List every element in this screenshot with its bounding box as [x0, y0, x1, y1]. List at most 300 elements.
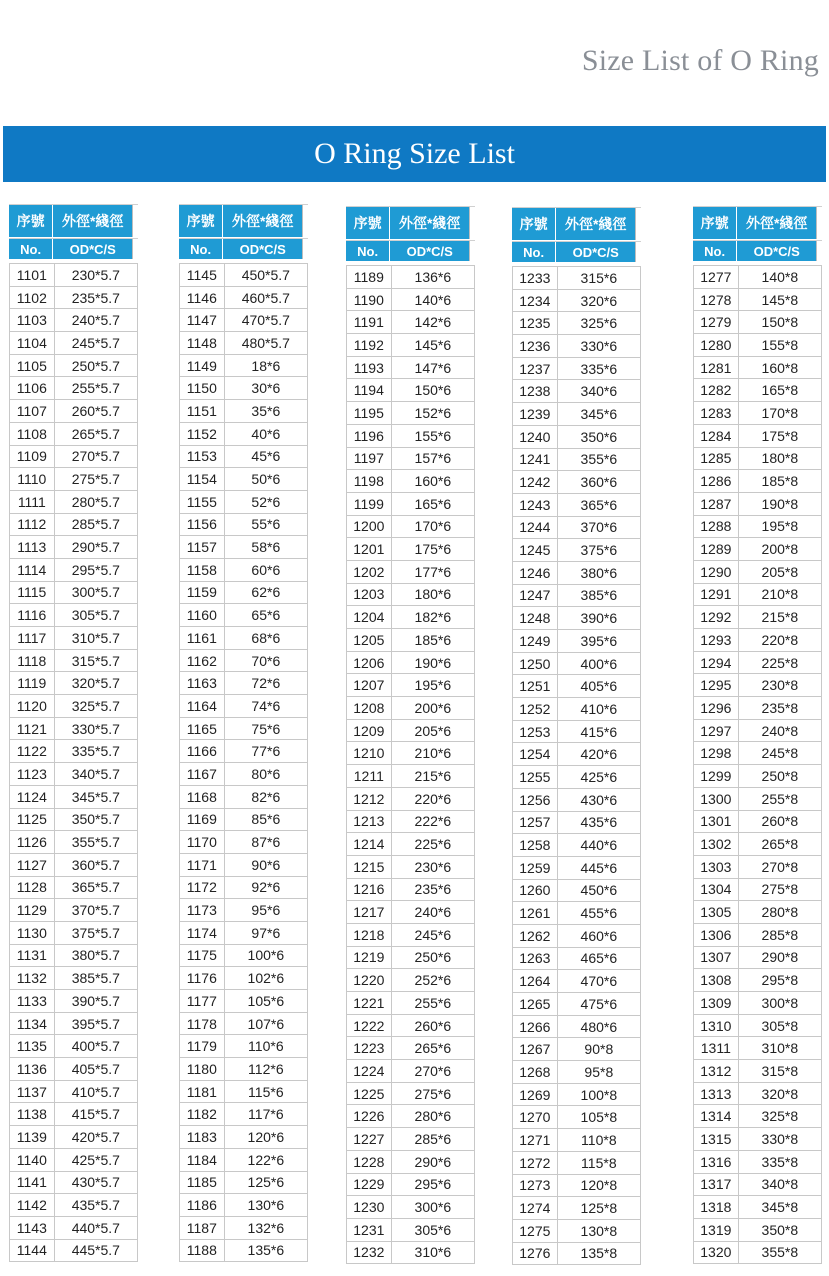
cell-number: 1233: [512, 267, 558, 289]
cell-number: 1302: [693, 833, 739, 855]
cell-size: 340*6: [558, 380, 641, 402]
table-body: [346, 265, 475, 1264]
cell-size: 270*6: [392, 1060, 475, 1082]
table-row: [693, 1219, 822, 1242]
cell-size: 245*8: [739, 742, 822, 764]
cell-number: 1313: [693, 1083, 739, 1105]
cell-size: 345*6: [558, 403, 641, 425]
cell-size: 175*6: [392, 538, 475, 560]
table-row: [346, 811, 475, 834]
table-row: [346, 697, 475, 720]
table-row: [346, 742, 475, 765]
cell-size: 355*6: [558, 449, 641, 471]
cell-number: 1125: [9, 809, 55, 831]
cell-number: 1179: [179, 1035, 225, 1057]
cell-number: 1142: [9, 1194, 55, 1216]
table-row: [179, 831, 308, 854]
cell-size: 270*5.7: [55, 446, 138, 468]
cell-size: 105*8: [558, 1106, 641, 1128]
cell-number: 1256: [512, 789, 558, 811]
table-row: [179, 899, 308, 922]
header-row-zh: [512, 207, 641, 240]
cell-number: 1243: [512, 494, 558, 516]
header-no-zh: 序號: [346, 207, 390, 239]
cell-number: 1122: [9, 740, 55, 762]
table-row: [512, 607, 641, 630]
table-row: [179, 1149, 308, 1172]
cell-number: 1140: [9, 1149, 55, 1171]
header-row-zh: [693, 206, 822, 239]
cell-number: 1224: [346, 1060, 392, 1082]
table-row: [346, 266, 475, 289]
cell-size: 225*6: [392, 833, 475, 855]
cell-size: 230*6: [392, 856, 475, 878]
table-row: [179, 650, 308, 673]
cell-number: 1217: [346, 901, 392, 923]
cell-size: 72*6: [225, 672, 308, 694]
cell-size: 235*5.7: [55, 287, 138, 309]
cell-number: 1148: [179, 332, 225, 354]
table-row: [179, 1172, 308, 1195]
cell-size: 425*6: [558, 766, 641, 788]
table-row: [693, 606, 822, 629]
cell-size: 195*6: [392, 674, 475, 696]
table-row: [346, 1174, 475, 1197]
cell-size: 140*6: [392, 289, 475, 311]
table-row: [512, 403, 641, 426]
table-row: [512, 494, 641, 517]
cell-number: 1237: [512, 358, 558, 380]
cell-number: 1278: [693, 289, 739, 311]
table-body: [179, 263, 308, 1262]
table-row: [346, 606, 475, 629]
table-row: [693, 584, 822, 607]
table-row: [693, 538, 822, 561]
header-edge: [816, 207, 822, 239]
cell-number: 1137: [9, 1081, 55, 1103]
cell-size: 180*6: [392, 584, 475, 606]
cell-number: 1203: [346, 584, 392, 606]
cell-size: 200*6: [392, 697, 475, 719]
cell-size: 335*8: [739, 1151, 822, 1173]
cell-size: 390*6: [558, 607, 641, 629]
cell-size: 370*5.7: [55, 899, 138, 921]
cell-size: 315*8: [739, 1060, 822, 1082]
cell-size: 325*6: [558, 312, 641, 334]
header-edge: [302, 239, 308, 259]
cell-size: 470*6: [558, 970, 641, 992]
cell-size: 445*6: [558, 857, 641, 879]
table-row: [512, 1243, 641, 1266]
table-row: [346, 470, 475, 493]
cell-size: 120*8: [558, 1175, 641, 1197]
cell-number: 1307: [693, 947, 739, 969]
table-row: [179, 604, 308, 627]
table-row: [693, 697, 822, 720]
cell-size: 275*6: [392, 1083, 475, 1105]
table-row: [512, 1016, 641, 1039]
cell-number: 1306: [693, 924, 739, 946]
cell-number: 1221: [346, 992, 392, 1014]
cell-size: 157*6: [392, 448, 475, 470]
cell-number: 1297: [693, 720, 739, 742]
table-row: [693, 1242, 822, 1265]
cell-size: 205*8: [739, 561, 822, 583]
table-row: [179, 1240, 308, 1263]
cell-number: 1257: [512, 812, 558, 834]
cell-size: 235*6: [392, 879, 475, 901]
cell-number: 1254: [512, 743, 558, 765]
cell-size: 295*6: [392, 1174, 475, 1196]
table-row: [9, 355, 138, 378]
cell-size: 370*6: [558, 517, 641, 539]
cell-number: 1124: [9, 786, 55, 808]
cell-number: 1106: [9, 377, 55, 399]
table-row: [512, 471, 641, 494]
table-row: [346, 1196, 475, 1219]
table-row: [9, 763, 138, 786]
table-row: [179, 990, 308, 1013]
cell-number: 1165: [179, 718, 225, 740]
cell-size: 265*6: [392, 1037, 475, 1059]
table-row: [346, 561, 475, 584]
cell-number: 1109: [9, 446, 55, 468]
table-row: [346, 992, 475, 1015]
cell-size: 280*5.7: [55, 491, 138, 513]
cell-size: 350*8: [739, 1219, 822, 1241]
cell-size: 112*6: [225, 1058, 308, 1080]
cell-number: 1170: [179, 831, 225, 853]
cell-size: 250*5.7: [55, 355, 138, 377]
page-title: Size List of O Ring: [581, 44, 819, 77]
cell-size: 100*8: [558, 1084, 641, 1106]
cell-size: 440*6: [558, 834, 641, 856]
cell-number: 1147: [179, 309, 225, 331]
cell-number: 1101: [9, 264, 55, 286]
cell-number: 1238: [512, 380, 558, 402]
cell-size: 245*6: [392, 924, 475, 946]
cell-size: 410*5.7: [55, 1081, 138, 1103]
cell-size: 245*5.7: [55, 332, 138, 354]
cell-number: 1263: [512, 948, 558, 970]
header-od-zh: 外徑*綫徑: [745, 215, 808, 231]
cell-number: 1311: [693, 1037, 739, 1059]
cell-number: 1194: [346, 379, 392, 401]
cell-number: 1162: [179, 650, 225, 672]
cell-number: 1138: [9, 1103, 55, 1125]
cell-number: 1139: [9, 1126, 55, 1148]
header-row-en: [179, 238, 308, 259]
cell-number: 1118: [9, 650, 55, 672]
cell-number: 1180: [179, 1058, 225, 1080]
cell-number: 1123: [9, 763, 55, 785]
table-row: [693, 788, 822, 811]
header-edge: [132, 205, 138, 237]
table-row: [346, 584, 475, 607]
table-row: [179, 922, 308, 945]
cell-number: 1166: [179, 740, 225, 762]
table-row: [346, 1242, 475, 1265]
cell-number: 1151: [179, 400, 225, 422]
cell-number: 1216: [346, 879, 392, 901]
table-row: [9, 468, 138, 491]
table-row: [179, 627, 308, 650]
cell-number: 1133: [9, 990, 55, 1012]
table-row: [179, 536, 308, 559]
cell-size: 445*5.7: [55, 1240, 138, 1262]
cell-number: 1168: [179, 786, 225, 808]
header-row-zh: [346, 206, 475, 239]
cell-size: 135*6: [225, 1240, 308, 1262]
cell-size: 215*6: [392, 765, 475, 787]
cell-size: 215*8: [739, 606, 822, 628]
cell-number: 1201: [346, 538, 392, 560]
table-row: [693, 1083, 822, 1106]
cell-size: 87*6: [225, 831, 308, 853]
table-row: [9, 1058, 138, 1081]
cell-size: 315*6: [558, 267, 641, 289]
table-row: [179, 740, 308, 763]
cell-number: 1202: [346, 561, 392, 583]
cell-size: 185*6: [392, 629, 475, 651]
cell-number: 1250: [512, 653, 558, 675]
table-row: [512, 1197, 641, 1220]
cell-number: 1174: [179, 922, 225, 944]
cell-number: 1111: [9, 491, 55, 513]
table-row: [512, 880, 641, 903]
cell-size: 222*6: [392, 811, 475, 833]
cell-size: 105*6: [225, 990, 308, 1012]
cell-number: 1209: [346, 720, 392, 742]
table-row: [179, 1013, 308, 1036]
table-row: [9, 967, 138, 990]
table-row: [9, 1126, 138, 1149]
cell-size: 320*8: [739, 1083, 822, 1105]
table-row: [179, 1103, 308, 1126]
cell-size: 300*8: [739, 992, 822, 1014]
cell-number: 1288: [693, 516, 739, 538]
cell-number: 1276: [512, 1243, 558, 1265]
cell-number: 1153: [179, 446, 225, 468]
table-row: [512, 948, 641, 971]
cell-size: 145*8: [739, 289, 822, 311]
size-table-2: [179, 204, 308, 1262]
table-row: [346, 493, 475, 516]
table-row: [693, 811, 822, 834]
cell-number: 1305: [693, 901, 739, 923]
cell-size: 70*6: [225, 650, 308, 672]
cell-number: 1223: [346, 1037, 392, 1059]
cell-number: 1154: [179, 468, 225, 490]
cell-size: 170*6: [392, 516, 475, 538]
table-body: [9, 263, 138, 1262]
table-row: [9, 990, 138, 1013]
header-no-zh: 序號: [9, 205, 53, 237]
header-row-en: [9, 238, 138, 259]
header-row-en: [693, 240, 822, 261]
header-row-zh: [9, 204, 138, 237]
table-row: [346, 357, 475, 380]
cell-size: 310*5.7: [55, 627, 138, 649]
table-row: [693, 1060, 822, 1083]
cell-size: 77*6: [225, 740, 308, 762]
cell-number: 1169: [179, 809, 225, 831]
cell-size: 390*5.7: [55, 990, 138, 1012]
cell-size: 240*5.7: [55, 309, 138, 331]
cell-size: 130*6: [225, 1194, 308, 1216]
table-row: [693, 1151, 822, 1174]
table-row: [693, 674, 822, 697]
table-row: [9, 650, 138, 673]
cell-number: 1152: [179, 423, 225, 445]
table-row: [693, 742, 822, 765]
cell-number: 1160: [179, 604, 225, 626]
cell-size: 125*6: [225, 1172, 308, 1194]
table-row: [693, 561, 822, 584]
cell-size: 165*8: [739, 379, 822, 401]
cell-number: 1150: [179, 377, 225, 399]
cell-number: 1317: [693, 1174, 739, 1196]
table-row: [693, 1196, 822, 1219]
cell-size: 60*6: [225, 559, 308, 581]
cell-size: 290*5.7: [55, 536, 138, 558]
cell-number: 1231: [346, 1219, 392, 1241]
table-row: [346, 402, 475, 425]
cell-size: 410*6: [558, 698, 641, 720]
cell-size: 355*8: [739, 1242, 822, 1264]
cell-number: 1229: [346, 1174, 392, 1196]
cell-size: 180*8: [739, 448, 822, 470]
cell-number: 1107: [9, 400, 55, 422]
table-row: [693, 652, 822, 675]
cell-size: 470*5.7: [225, 309, 308, 331]
table-row: [346, 311, 475, 334]
size-table-1: [9, 204, 138, 1262]
table-row: [512, 1175, 641, 1198]
table-row: [179, 1081, 308, 1104]
cell-number: 1129: [9, 899, 55, 921]
table-row: [9, 309, 138, 332]
cell-number: 1207: [346, 674, 392, 696]
cell-number: 1110: [9, 468, 55, 490]
table-row: [179, 582, 308, 605]
header-od-en: OD*C/S: [69, 241, 116, 257]
table-row: [346, 379, 475, 402]
table-row: [693, 357, 822, 380]
cell-number: 1196: [346, 425, 392, 447]
table-row: [512, 1129, 641, 1152]
table-row: [512, 834, 641, 857]
table-row: [9, 786, 138, 809]
cell-size: 460*5.7: [225, 287, 308, 309]
header-od-zh: 外徑*綫徑: [231, 213, 294, 229]
cell-number: 1309: [693, 992, 739, 1014]
table-row: [9, 740, 138, 763]
table-row: [512, 698, 641, 721]
cell-size: 252*6: [392, 969, 475, 991]
table-row: [9, 559, 138, 582]
cell-number: 1178: [179, 1013, 225, 1035]
cell-number: 1205: [346, 629, 392, 651]
cell-number: 1239: [512, 403, 558, 425]
table-row: [512, 1061, 641, 1084]
cell-number: 1277: [693, 266, 739, 288]
cell-number: 1145: [179, 264, 225, 286]
cell-size: 290*8: [739, 947, 822, 969]
cell-size: 380*6: [558, 562, 641, 584]
cell-number: 1245: [512, 539, 558, 561]
table-row: [9, 446, 138, 469]
table-row: [512, 539, 641, 562]
cell-size: 350*5.7: [55, 809, 138, 831]
cell-size: 440*5.7: [55, 1217, 138, 1239]
table-row: [346, 856, 475, 879]
cell-size: 435*6: [558, 812, 641, 834]
cell-size: 97*6: [225, 922, 308, 944]
cell-number: 1300: [693, 788, 739, 810]
cell-size: 420*5.7: [55, 1126, 138, 1148]
header-row-en: [512, 241, 641, 262]
cell-size: 385*5.7: [55, 967, 138, 989]
table-row: [9, 604, 138, 627]
cell-size: 320*5.7: [55, 672, 138, 694]
cell-number: 1228: [346, 1151, 392, 1173]
header-no-en: No.: [693, 241, 737, 261]
table-row: [179, 945, 308, 968]
table-row: [179, 287, 308, 310]
cell-number: 1121: [9, 718, 55, 740]
table-row: [346, 538, 475, 561]
cell-number: 1240: [512, 426, 558, 448]
cell-number: 1131: [9, 945, 55, 967]
cell-size: 305*8: [739, 1015, 822, 1037]
cell-size: 430*6: [558, 789, 641, 811]
cell-size: 290*6: [392, 1151, 475, 1173]
cell-number: 1114: [9, 559, 55, 581]
cell-number: 1303: [693, 856, 739, 878]
cell-number: 1260: [512, 880, 558, 902]
table-row: [179, 377, 308, 400]
cell-size: 480*6: [558, 1016, 641, 1038]
cell-size: 152*6: [392, 402, 475, 424]
cell-number: 1212: [346, 788, 392, 810]
cell-size: 430*5.7: [55, 1172, 138, 1194]
table-row: [179, 355, 308, 378]
cell-size: 415*5.7: [55, 1103, 138, 1125]
cell-size: 74*6: [225, 695, 308, 717]
cell-number: 1301: [693, 811, 739, 833]
cell-number: 1149: [179, 355, 225, 377]
cell-size: 250*6: [392, 947, 475, 969]
table-row: [179, 1126, 308, 1149]
cell-number: 1251: [512, 675, 558, 697]
banner-title: O Ring Size List: [3, 126, 826, 182]
table-row: [9, 877, 138, 900]
cell-size: 220*6: [392, 788, 475, 810]
cell-number: 1274: [512, 1197, 558, 1219]
cell-number: 1144: [9, 1240, 55, 1262]
table-row: [693, 833, 822, 856]
cell-number: 1218: [346, 924, 392, 946]
table-row: [179, 332, 308, 355]
cell-size: 330*6: [558, 335, 641, 357]
cell-size: 435*5.7: [55, 1194, 138, 1216]
cell-size: 50*6: [225, 468, 308, 490]
table-row: [512, 312, 641, 335]
cell-number: 1268: [512, 1061, 558, 1083]
cell-number: 1108: [9, 423, 55, 445]
cell-number: 1116: [9, 604, 55, 626]
